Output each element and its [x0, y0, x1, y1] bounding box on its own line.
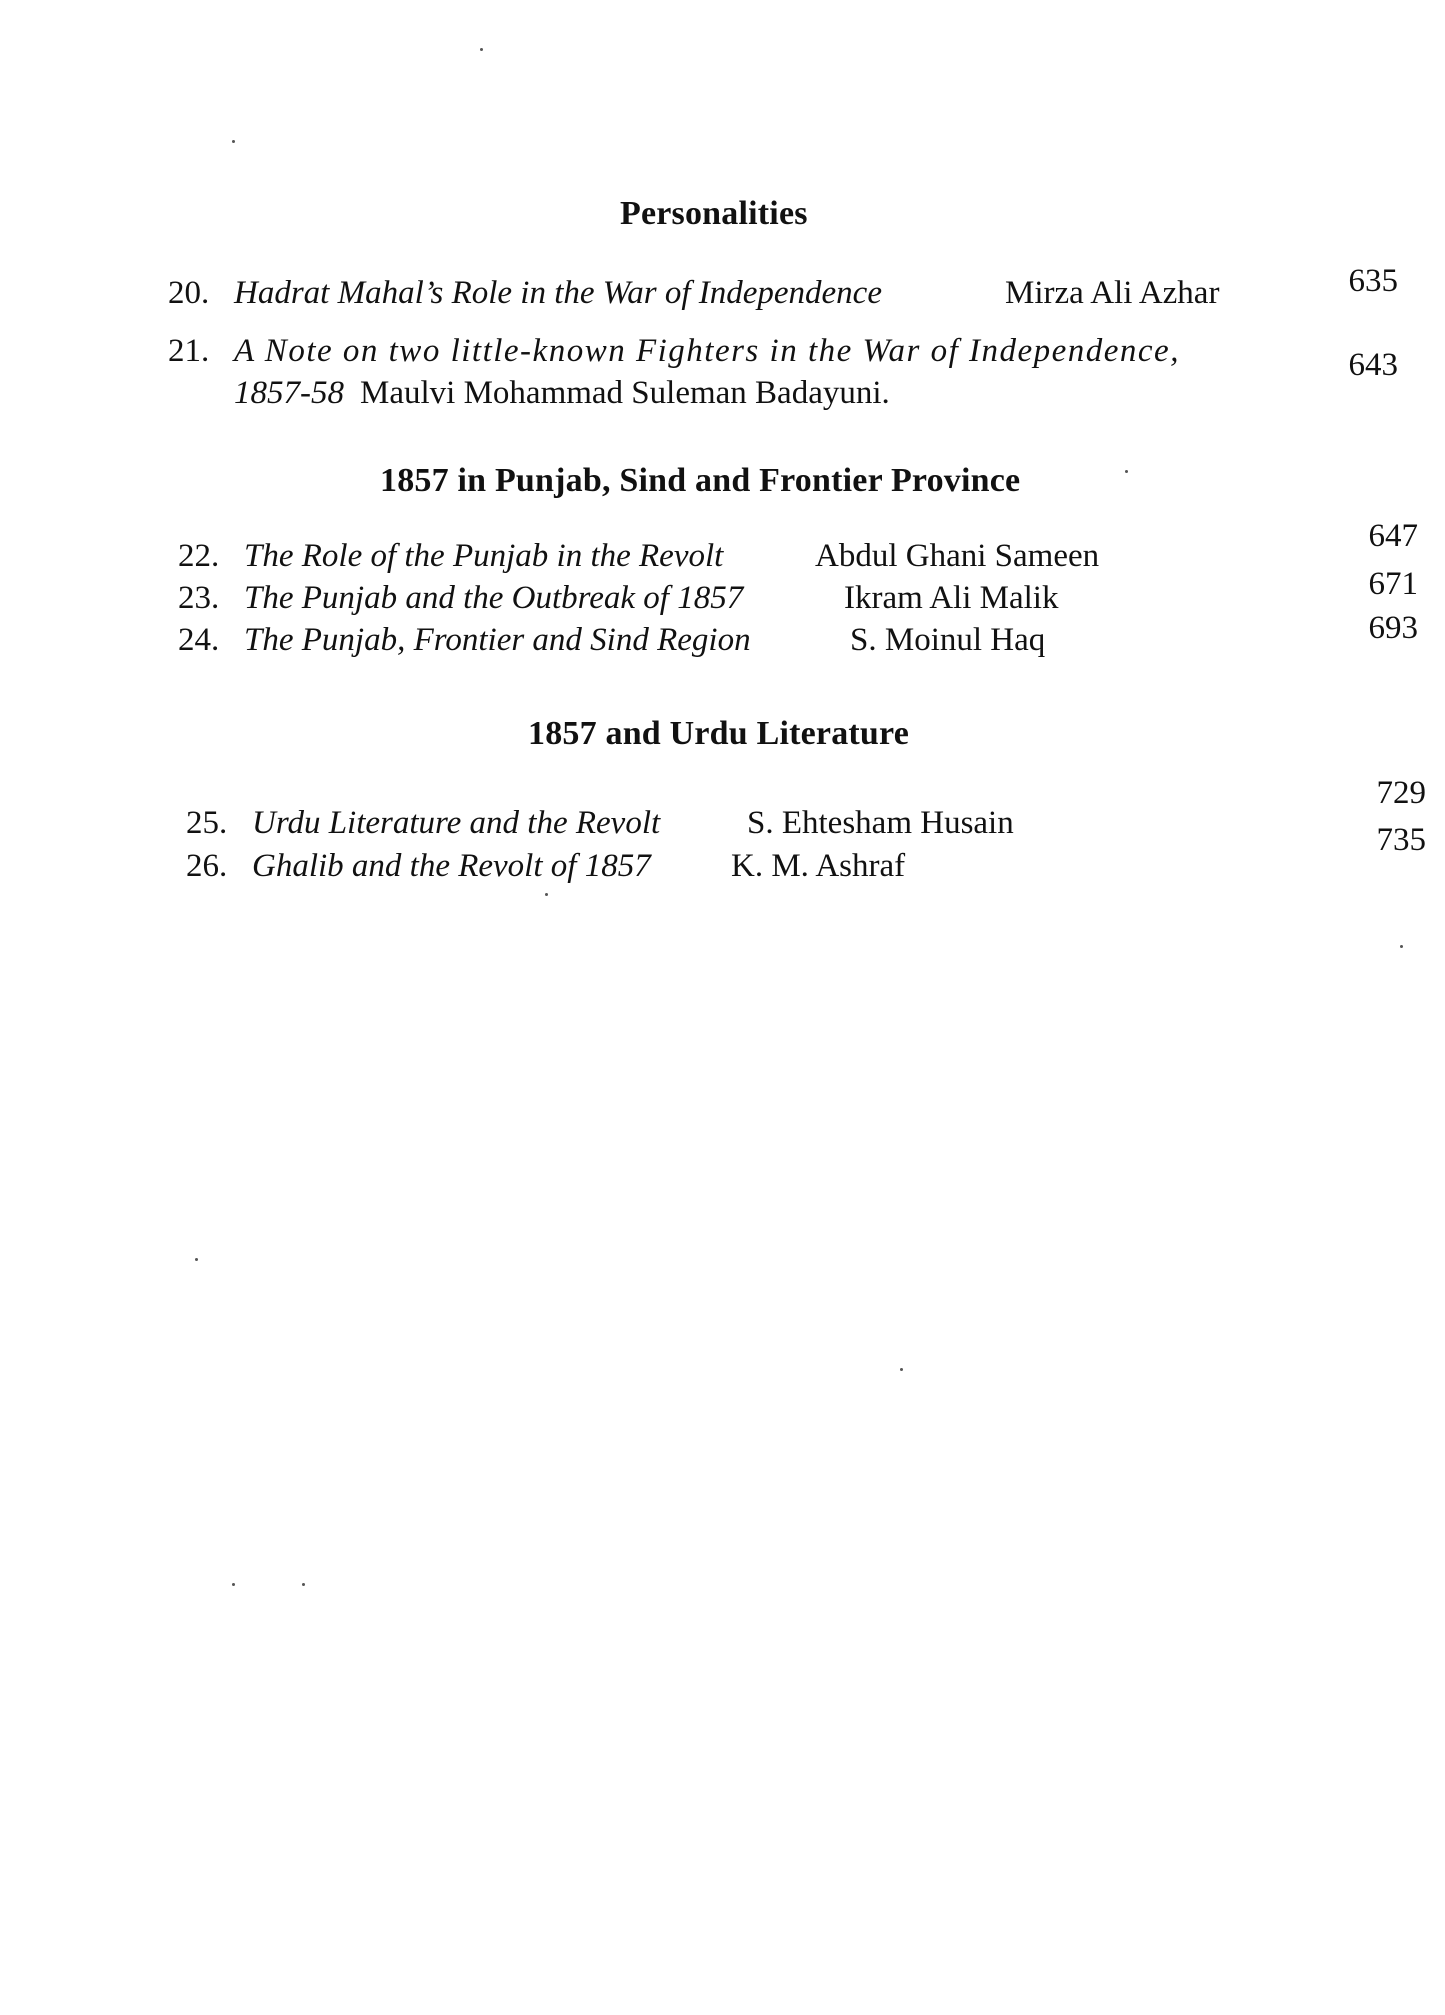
- entry-number: 21.: [168, 333, 210, 369]
- scan-speck: [1400, 945, 1403, 948]
- toc-entry-24: [178, 610, 1445, 666]
- section-heading-urdu-literature: 1857 and Urdu Literature: [528, 715, 910, 752]
- scan-speck: [232, 1583, 235, 1586]
- entry-author: Mirza Ali Azhar: [1005, 275, 1220, 311]
- toc-entry-23: [178, 566, 1445, 624]
- entry-title: The Role of the Punjab in the Revolt: [244, 538, 724, 574]
- entry-number: 23.: [178, 580, 220, 616]
- entry-author: Abdul Ghani Sameen: [815, 538, 1100, 574]
- entry-page-number: 671: [1368, 566, 1418, 602]
- scan-speck: [545, 893, 548, 896]
- scan-speck: [900, 1368, 903, 1371]
- entry-title: Hadrat Mahal’s Role in the War of Independence: [234, 275, 882, 311]
- entry-author: S. Ehtesham Husain: [747, 805, 1014, 841]
- entry-number: 26.: [186, 848, 228, 884]
- section-heading-punjab-sind-frontier: 1857 in Punjab, Sind and Frontier Province: [380, 462, 1021, 499]
- entry-author: S. Moinul Haq: [850, 622, 1046, 658]
- entry-page-number: 693: [1368, 610, 1418, 646]
- entry-author: Maulvi Mohammad Suleman Badayuni.: [360, 375, 890, 411]
- entry-page-number: 647: [1368, 518, 1418, 554]
- scan-speck: [1125, 470, 1128, 473]
- entry-page-number: 729: [1376, 775, 1426, 811]
- entry-author: K. M. Ashraf: [731, 848, 906, 884]
- entry-page-number: 643: [1348, 347, 1398, 383]
- scan-speck: [302, 1583, 305, 1586]
- entry-author: Ikram Ali Malik: [844, 580, 1059, 616]
- scan-speck: [480, 48, 483, 51]
- entry-page-number: 735: [1376, 822, 1426, 858]
- entry-page-number: 635: [1348, 263, 1398, 299]
- entry-number: 20.: [168, 275, 210, 311]
- toc-entry-22: [178, 518, 1445, 582]
- toc-entry-21: [168, 333, 1438, 383]
- entry-title: The Punjab and the Outbreak of 1857: [244, 580, 744, 616]
- section-heading-personalities: Personalities: [620, 195, 808, 232]
- scan-speck: [195, 1258, 198, 1261]
- toc-entry-25: [186, 775, 1445, 849]
- toc-entry-21-continuation: [234, 375, 890, 412]
- entry-title-continuation: 1857-58: [234, 375, 344, 411]
- toc-entry-20: [168, 263, 1438, 319]
- entry-title: Ghalib and the Revolt of 1857: [252, 848, 651, 884]
- entry-number: 22.: [178, 538, 220, 574]
- entry-title: The Punjab, Frontier and Sind Region: [244, 622, 751, 658]
- scan-speck: [232, 140, 235, 143]
- entry-number: 25.: [186, 805, 228, 841]
- entry-title: A Note on two little-known Fighters in the War of Independence,: [234, 333, 1180, 369]
- entry-title: Urdu Literature and the Revolt: [252, 805, 661, 841]
- entry-number: 24.: [178, 622, 220, 658]
